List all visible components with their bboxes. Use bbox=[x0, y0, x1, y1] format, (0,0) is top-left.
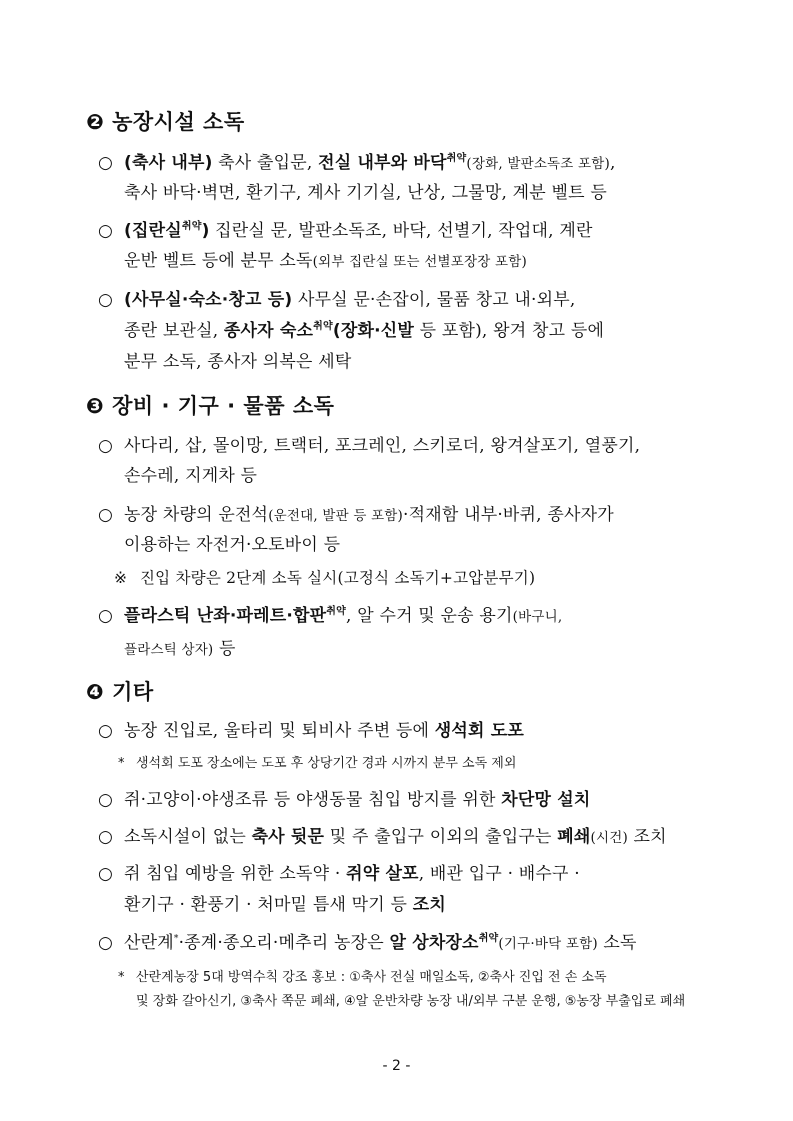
circle-bullet-icon: ○ bbox=[98, 153, 114, 173]
list-item-continuation bbox=[124, 890, 446, 915]
item-text: 등 포함), 왕겨 창고 등에 bbox=[414, 321, 605, 341]
item-paren: (시건) bbox=[590, 830, 628, 846]
list-item bbox=[98, 500, 614, 525]
item-paren: (외부 집란실 또는 선별포장장 포함) bbox=[312, 254, 527, 270]
item-emphasis: 플라스틱 난좌·파레트·합판 bbox=[124, 606, 327, 626]
section-heading-facility bbox=[86, 106, 245, 136]
list-item bbox=[98, 716, 524, 741]
item-text: 소독 bbox=[597, 933, 637, 953]
item-text: 사무실 문·손잡이, 물품 창고 내·외부, bbox=[292, 290, 576, 310]
item-text: 농장 차량의 운전석 bbox=[124, 505, 269, 525]
item-text: 환기구 · 환풍기 · 처마밑 틈새 막기 등 bbox=[124, 895, 413, 915]
asterisk-superscript: * bbox=[173, 934, 179, 944]
item-text: 산란계 bbox=[124, 933, 174, 953]
item-text: 조치 bbox=[627, 827, 667, 847]
list-item-continuation bbox=[124, 246, 527, 271]
item-text: 등 bbox=[213, 639, 236, 659]
list-item bbox=[98, 285, 576, 310]
item-emphasis: 알 상차장소 bbox=[389, 933, 479, 953]
section-heading-other bbox=[86, 676, 154, 706]
page-number: - 2 - bbox=[382, 1058, 411, 1074]
circle-bullet-icon: ○ bbox=[98, 505, 114, 525]
section-number: ❸ bbox=[86, 394, 105, 418]
item-emphasis: 쥐약 살포 bbox=[346, 864, 419, 884]
list-item bbox=[98, 859, 580, 884]
circle-bullet-icon: ○ bbox=[98, 790, 114, 810]
footnote-line bbox=[118, 966, 607, 985]
item-text: 운반 벨트 등에 분무 소독 bbox=[124, 251, 313, 271]
circle-bullet-icon: ○ bbox=[98, 290, 114, 310]
item-emphasis: 전실 내부와 바닥 bbox=[318, 153, 447, 173]
item-paren: 플라스틱 상자) bbox=[124, 642, 214, 658]
item-emphasis: 폐쇄 bbox=[557, 827, 591, 847]
item-paren: (기구·바닥 포함) bbox=[498, 936, 598, 952]
list-item bbox=[98, 822, 667, 847]
list-item bbox=[98, 431, 640, 456]
item-text: 사다리, 삽, 몰이망, 트랙터, 포크레인, 스키로더, 왕겨살포기, 열풍기, bbox=[124, 436, 641, 456]
list-item bbox=[98, 785, 591, 810]
item-emphasis: (장화·신발 bbox=[332, 321, 415, 341]
section-title: 기타 bbox=[112, 680, 154, 704]
circle-bullet-icon: ○ bbox=[98, 436, 114, 456]
item-emphasis: 생석회 도포 bbox=[434, 721, 525, 741]
list-item-continuation: 이용하는 자전거·오토바이 등 bbox=[124, 535, 341, 555]
item-label: (사무실·숙소·창고 등) bbox=[124, 290, 293, 310]
item-emphasis: 축사 뒷문 bbox=[251, 827, 325, 847]
item-text: 종란 보관실, bbox=[124, 321, 224, 341]
vulnerable-superscript: 취약 bbox=[181, 221, 202, 232]
item-text: ·종계·종오리·메추리 농장은 bbox=[178, 933, 390, 953]
footnote-text: 산란계농장 5대 방역수칙 강조 홍보 : ①축사 전실 매일소독, ②축사 진입 전 손 소독 bbox=[136, 970, 607, 985]
section-heading-equipment bbox=[86, 390, 334, 420]
list-item-continuation bbox=[124, 634, 236, 659]
circle-bullet-icon: ○ bbox=[98, 864, 114, 884]
section-title: 농장시설 소독 bbox=[112, 110, 245, 134]
list-item bbox=[98, 216, 593, 241]
footnote-text: 생석회 도포 장소에는 도포 후 상당기간 경과 시까지 분무 소독 제외 bbox=[136, 756, 517, 771]
item-text: 축사 출입문, bbox=[212, 153, 319, 173]
list-item-continuation: 손수레, 지게차 등 bbox=[124, 466, 258, 486]
item-label: (집란실 bbox=[124, 221, 182, 241]
item-text: ·적재함 내부·바퀴, 종사자가 bbox=[403, 505, 614, 525]
item-text: 쥐 침입 예방을 위한 소독약 · bbox=[124, 864, 347, 884]
footnote-continuation: 및 장화 갈아신기, ③축사 쪽문 폐쇄, ④알 운반차량 농장 내/외부 구분 운행, ⑤농장 부출입로 폐쇄 bbox=[136, 994, 686, 1009]
item-text: 소독시설이 없는 bbox=[124, 827, 252, 847]
item-emphasis: 종사자 숙소 bbox=[223, 321, 314, 341]
section-title: 장비 · 기구 · 물품 소독 bbox=[112, 394, 335, 418]
list-item bbox=[98, 928, 637, 953]
item-text: 및 주 출입구 이외의 출입구는 bbox=[324, 827, 558, 847]
asterisk-icon: * bbox=[118, 970, 125, 985]
item-paren: (바구니, bbox=[512, 609, 563, 625]
circle-bullet-icon: ○ bbox=[98, 827, 114, 847]
item-text: , 배관 입구 · 배수구 · bbox=[418, 864, 580, 884]
note-mark-icon: ※ bbox=[114, 569, 128, 587]
vulnerable-superscript: 취약 bbox=[326, 606, 347, 617]
item-text: , bbox=[609, 153, 616, 173]
list-item bbox=[98, 148, 616, 173]
list-item bbox=[98, 601, 562, 626]
list-item-continuation: 분무 소독, 종사자 의복은 세탁 bbox=[124, 352, 352, 372]
item-emphasis: 조치 bbox=[412, 895, 446, 915]
item-text: 쥐·고양이·야생조류 등 야생동물 침입 방지를 위한 bbox=[124, 790, 502, 810]
vulnerable-superscript: 취약 bbox=[313, 321, 333, 332]
item-label: ) bbox=[201, 221, 210, 241]
footnote-line bbox=[118, 752, 516, 771]
note-text: 진입 차량은 2단계 소독 실시(고정식 소독기+고압분무기) bbox=[140, 569, 536, 587]
section-number: ❹ bbox=[86, 680, 105, 704]
item-text: 농장 진입로, 울타리 및 퇴비사 주변 등에 bbox=[124, 721, 435, 741]
item-text: 집란실 문, 발판소독조, 바닥, 선별기, 작업대, 계란 bbox=[209, 221, 593, 241]
item-paren: (운전대, 발판 등 포함) bbox=[268, 508, 404, 524]
list-item-continuation: 축사 바닥·벽면, 환기구, 계사 기기실, 난상, 그물망, 계분 벨트 등 bbox=[124, 183, 607, 203]
circle-bullet-icon: ○ bbox=[98, 221, 114, 241]
item-paren: (장화, 발판소독조 포함) bbox=[466, 156, 610, 172]
list-item-continuation bbox=[124, 316, 604, 341]
vulnerable-superscript: 취약 bbox=[478, 933, 499, 944]
item-label: (축사 내부) bbox=[124, 153, 213, 173]
circle-bullet-icon: ○ bbox=[98, 933, 114, 953]
circle-bullet-icon: ○ bbox=[98, 606, 114, 626]
section-number: ❷ bbox=[86, 110, 105, 134]
circle-bullet-icon: ○ bbox=[98, 721, 114, 741]
item-emphasis: 차단망 설치 bbox=[501, 790, 591, 810]
note-line bbox=[114, 566, 535, 588]
asterisk-icon: * bbox=[118, 756, 125, 771]
vulnerable-superscript: 취약 bbox=[446, 153, 467, 164]
item-text: , 알 수거 및 운송 용기 bbox=[346, 606, 513, 626]
